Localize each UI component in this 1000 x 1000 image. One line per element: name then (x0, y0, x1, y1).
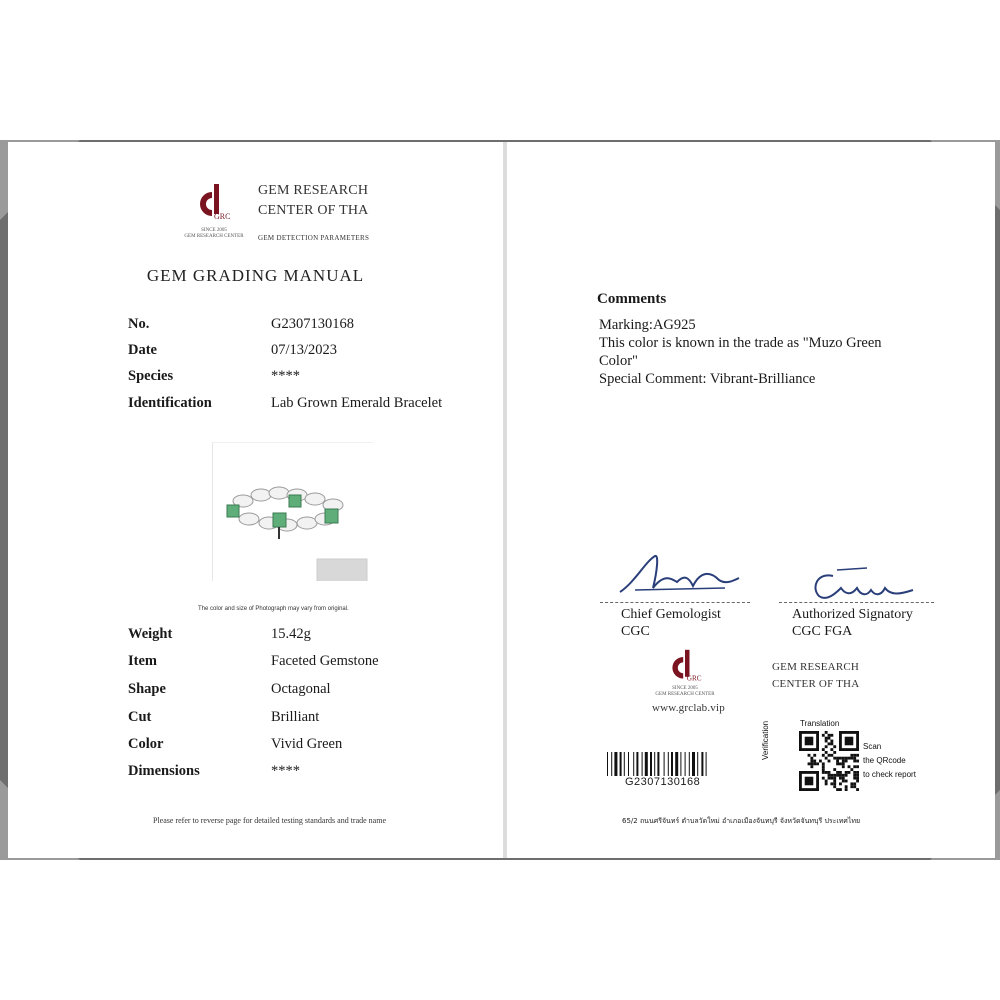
qr-module (828, 754, 831, 757)
qr-module (836, 757, 839, 760)
barcode-bar (680, 752, 681, 776)
qr-module (825, 737, 828, 740)
qr-module (839, 771, 842, 774)
comment-line: Color" (599, 353, 638, 369)
barcode-bar (628, 752, 629, 776)
barcode-bar (701, 752, 703, 776)
grc-logo-icon (665, 648, 705, 684)
qr-module (833, 774, 836, 777)
qr-module (810, 765, 813, 768)
grc-logo-icon (192, 182, 236, 222)
qr-module (808, 754, 811, 757)
barcode-bar (675, 752, 678, 776)
barcode-bar (620, 752, 622, 776)
barcode-bar (642, 752, 643, 776)
qr-module (850, 785, 853, 788)
qr-module (845, 774, 848, 777)
qr-module (856, 760, 859, 763)
barcode-number: G2307130168 (625, 776, 701, 788)
qr-module (853, 785, 856, 788)
qr-module (853, 757, 856, 760)
qr-module (856, 777, 859, 780)
qr-verification-label: Verification (761, 720, 770, 760)
qr-module (805, 777, 814, 786)
qr-module (816, 762, 819, 765)
qr-module (822, 734, 825, 737)
qr-module (830, 782, 833, 785)
comment-line: Marking:AG925 (599, 317, 696, 333)
qr-module (842, 777, 845, 780)
qr-module (828, 771, 831, 774)
qr-module (853, 777, 856, 780)
qr-module (845, 780, 848, 783)
qr-module (845, 785, 848, 788)
qr-module (808, 762, 811, 765)
qr-module (839, 757, 842, 760)
lab-address: 65/2 ถนนศรีจันทร์ ตำบลวัดใหม่ อำเภอเมืองจันทบุรี จังหวัดจันทบุรี ประเทศไทย (622, 817, 861, 825)
qr-module (810, 757, 813, 760)
barcode-bar (689, 752, 690, 776)
qr-module (819, 760, 822, 763)
authorized-signatory-label: Authorized Signatory CGC FGA (792, 607, 913, 639)
qr-module (830, 754, 833, 757)
qr-module (842, 774, 845, 777)
report-barcode (607, 752, 737, 776)
right-page (507, 142, 995, 858)
barcode-bar (657, 752, 659, 776)
qr-module (853, 774, 856, 777)
qr-module (853, 765, 856, 768)
lab-name: GEM RESEARCH CENTER OF THA (772, 661, 860, 690)
qr-module (842, 780, 845, 783)
qr-module (850, 782, 853, 785)
svg-text:GRC: GRC (686, 674, 702, 683)
chief-gemologist-signature (615, 552, 745, 602)
qr-module (850, 754, 853, 757)
qr-module (833, 768, 836, 771)
qr-code-icon[interactable] (799, 731, 859, 791)
qr-module (839, 782, 842, 785)
qr-module (856, 754, 859, 757)
qr-module (828, 737, 831, 740)
barcode-bar (650, 752, 652, 776)
qr-module (830, 774, 833, 777)
qr-module (839, 774, 842, 777)
qr-module (822, 768, 825, 771)
qr-module (853, 760, 856, 763)
qr-module (825, 782, 828, 785)
logo-caption: SINCE 2005 GEM RESEARCH CENTER (655, 686, 715, 697)
barcode-bar (614, 752, 617, 776)
qr-module (828, 774, 831, 777)
barcode-bar (692, 752, 695, 776)
gem-photo (212, 442, 373, 581)
lab-subtitle: GEM DETECTION PARAMETERS (258, 234, 370, 242)
qr-module (856, 771, 859, 774)
barcode-bar (668, 752, 669, 776)
qr-module (836, 762, 839, 765)
qr-translation-label: Translation (800, 719, 840, 728)
barcode-bar (636, 752, 638, 776)
qr-module (853, 782, 856, 785)
qr-module (842, 760, 845, 763)
comment-line: This color is known in the trade as "Muzo Green (599, 335, 882, 351)
barcode-bar (607, 752, 608, 776)
qr-module (833, 777, 836, 780)
qr-module (836, 788, 839, 791)
qr-module (845, 771, 848, 774)
qr-module (825, 757, 828, 760)
qr-module (822, 771, 825, 774)
barcode-bar (706, 752, 707, 776)
barcode-bar (664, 752, 665, 776)
qr-module (833, 745, 836, 748)
qr-module (848, 771, 851, 774)
qr-module (856, 774, 859, 777)
qr-module (830, 748, 833, 751)
qr-module (810, 760, 813, 763)
chief-gemologist-label: Chief Gemologist CGC (621, 607, 721, 639)
qr-module (828, 777, 831, 780)
qr-module (833, 785, 836, 788)
qr-module (856, 788, 859, 791)
qr-module (853, 754, 856, 757)
qr-module (848, 757, 851, 760)
qr-module (830, 742, 833, 745)
qr-module (833, 751, 836, 754)
qr-module (810, 762, 813, 765)
qr-module (822, 765, 825, 768)
qr-module (830, 740, 833, 743)
qr-module (822, 762, 825, 765)
qr-module (813, 762, 816, 765)
barcode-bar (685, 752, 686, 776)
qr-module (825, 745, 828, 748)
qr-module (848, 765, 851, 768)
qr-module (836, 760, 839, 763)
barcode-bar (633, 752, 634, 776)
logo-caption: SINCE 2005 GEM RESEARCH CENTER (184, 228, 244, 239)
qr-module (822, 748, 825, 751)
qr-module (833, 782, 836, 785)
qr-module (836, 771, 839, 774)
svg-text:GRC: GRC (214, 212, 231, 221)
document-title: GEM GRADING MANUAL (146, 266, 365, 285)
barcode-bar (671, 752, 673, 776)
qr-module (853, 771, 856, 774)
qr-module (813, 754, 816, 757)
barcode-bar (697, 752, 698, 776)
qr-module (856, 780, 859, 783)
qr-module (850, 768, 853, 771)
qr-module (845, 757, 848, 760)
qr-module (822, 754, 825, 757)
qr-module (805, 737, 814, 746)
comment-line: Special Comment: Vibrant-Brilliance (599, 371, 816, 387)
qr-module (828, 734, 831, 737)
qr-instructions: Scan the QRcode to check report (863, 742, 916, 779)
qr-module (856, 765, 859, 768)
qr-module (839, 788, 842, 791)
qr-module (842, 762, 845, 765)
qr-module (825, 740, 828, 743)
barcode-bar (645, 752, 648, 776)
bracelet-image (213, 443, 373, 581)
website: www.grclab.vip (652, 702, 725, 714)
qr-module (842, 757, 845, 760)
qr-module (813, 760, 816, 763)
qr-module (825, 771, 828, 774)
qr-module (825, 780, 828, 783)
left-page: GRC SINCE 2005 GEM RESEARCH CENTER GEM RESEARCH CENTER OF THA GEM DETECTION PARAMETERS GEM GRADING MANUAL No. G2307130168 Date 07/13/2023 Species **** Identification Lab Grown Emerald Bracelet The color and size of Photograph may vary from original. Weight 15.42g Item Faceted Gemstone Shape Octagonal Cut Brilliant Color Vivid Green Dimensions **** Please refer to reverse page for detailed testing standards and trade name (8, 142, 503, 858)
qr-module (845, 760, 848, 763)
signature-line (779, 602, 934, 603)
lab-name: GEM RESEARCH CENTER OF THA (258, 183, 369, 218)
qr-module (842, 765, 845, 768)
qr-module (822, 777, 825, 780)
qr-module (825, 731, 828, 734)
qr-module (850, 757, 853, 760)
comments-heading: Comments (597, 291, 667, 307)
qr-module (839, 762, 842, 765)
qr-module (845, 737, 854, 746)
qr-module (839, 777, 842, 780)
authorized-signatory-signature (797, 562, 917, 606)
qr-module (828, 742, 831, 745)
qr-module (833, 780, 836, 783)
photo-caption: The color and size of Photograph may vary from original. (198, 606, 349, 612)
qr-module (830, 734, 833, 737)
barcode-bar (624, 752, 625, 776)
qr-module (836, 774, 839, 777)
footnote: Please refer to reverse page for detailed testing standards and trade name (153, 816, 387, 825)
signature-line (600, 602, 750, 603)
barcode-bar (654, 752, 655, 776)
qr-module (845, 788, 848, 791)
qr-module (830, 777, 833, 780)
qr-module (833, 757, 836, 760)
qr-module (825, 751, 828, 754)
qr-module (828, 760, 831, 763)
barcode-bar (611, 752, 612, 776)
